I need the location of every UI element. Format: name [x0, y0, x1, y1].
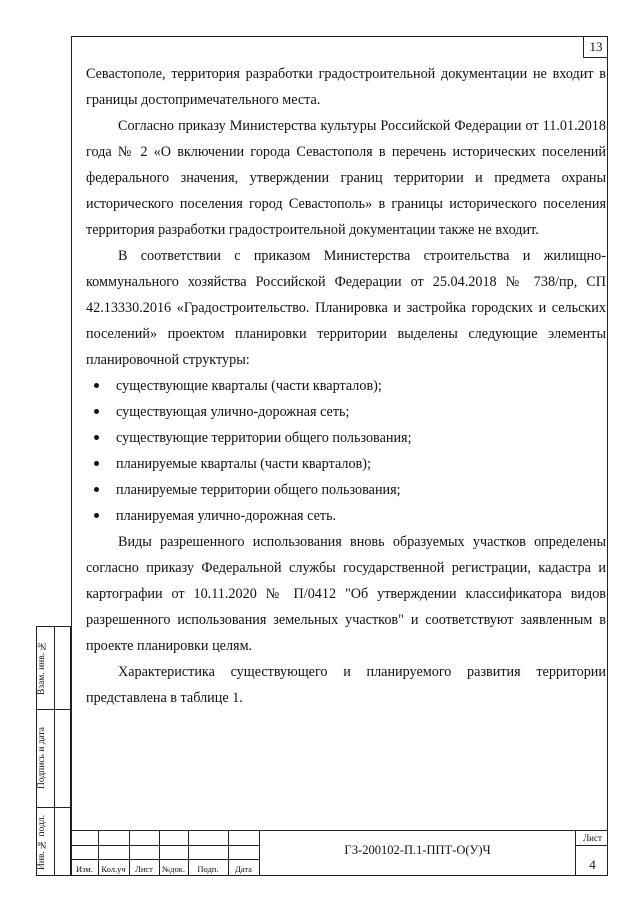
inv-original-label: Инв. № подл.	[37, 814, 47, 870]
col-podp-label: Подп.	[197, 864, 219, 874]
col-koluch-label: Кол.уч	[101, 864, 126, 874]
bullet-icon	[94, 383, 99, 388]
list-item: существующие кварталы (части кварталов);	[86, 373, 606, 399]
document-body	[86, 61, 606, 711]
structure-list	[86, 373, 606, 529]
col-ndok-label: №док.	[162, 864, 185, 874]
list-item: существующая улично-дорожная сеть;	[86, 399, 606, 425]
title-block-row-line	[71, 845, 259, 846]
title-block-row-line	[71, 859, 259, 860]
list-item: планируемые территории общего пользования;	[86, 477, 606, 503]
title-block-row-line	[576, 845, 608, 846]
side-stamp-divider	[37, 709, 70, 710]
list-item: планируемая улично-дорожная сеть.	[86, 503, 606, 529]
paragraph-2: Согласно приказу Министерства культуры Российской Федерации от 11.01.2018 года № 2 «О включении города Севастополя в перечень исторических поселений федерального значения, утверждении границ территории и предмета охраны исторического поселения город Севастополь» в границы исторического поселения территория разработки градостроительной документации также не входит.	[86, 118, 606, 238]
vzam-inv-label: Взам. инв. №	[37, 640, 47, 696]
list-item: существующие территории общего пользования;	[86, 425, 606, 451]
bullet-icon	[94, 487, 99, 492]
bullet-icon	[94, 435, 99, 440]
paragraph-5: Характеристика существующего и планируемого развития территории представлена в таблице 1.	[86, 664, 606, 706]
page-number: 13	[583, 36, 608, 58]
document-code: ГЗ-200102-П.1-ППТ-О(У)Ч	[344, 843, 491, 857]
col-izm-label: Изм.	[76, 864, 93, 874]
bullet-icon	[94, 409, 99, 414]
paragraph-1: Севастополе, территория разработки градостроительной документации не входит в границы достопримечательного места.	[86, 66, 606, 108]
title-block	[71, 830, 608, 876]
sheet-label: Лист	[583, 833, 602, 843]
col-list-label: Лист	[135, 864, 153, 874]
side-stamp	[36, 626, 71, 876]
sheet-number: 4	[589, 857, 596, 872]
signature-date-label: Подпись и дата	[37, 727, 47, 790]
bullet-icon	[94, 513, 99, 518]
paragraph-4: Виды разрешенного использования вновь образуемых участков определены согласно приказу Федеральной службы государственной регистрации, кадастра и картографии от 10.11.2020 № П/0412 "Об утверждении классификатора видов разрешенного использования земельных участков" и соответствуют заявленным в проекте планировки целям.	[86, 534, 606, 654]
list-item: планируемые кварталы (части кварталов);	[86, 451, 606, 477]
side-stamp-divider	[37, 807, 70, 808]
bullet-icon	[94, 461, 99, 466]
paragraph-3: В соответствии с приказом Министерства строительства и жилищно-коммунального хозяйства Российской Федерации от 25.04.2018 № 738/пр, СП 42.13330.2016 «Градостроительство. Планировка и застройка городских и сельских поселений» проектом планировки территории выделены следующие элементы планировочной структуры:	[86, 248, 606, 368]
col-data-label: Дата	[235, 864, 252, 874]
